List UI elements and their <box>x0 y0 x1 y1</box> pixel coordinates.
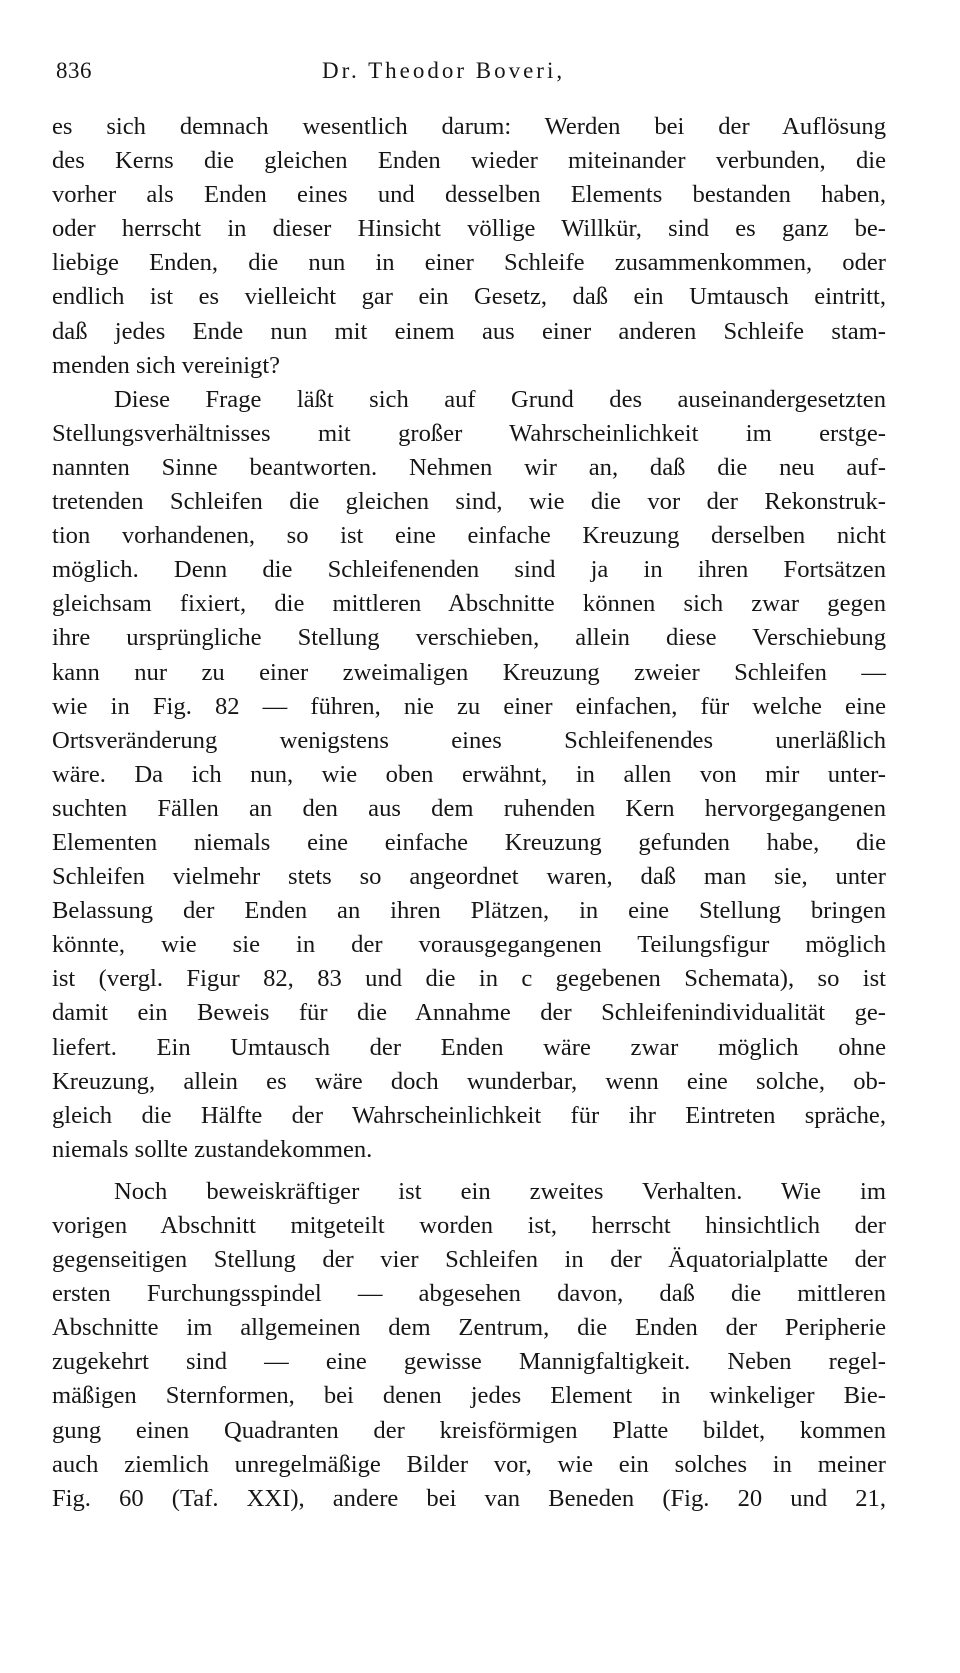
text-line: menden sich vereinigt? <box>52 351 281 379</box>
text-line: damit ein Beweis für die Annahme der Schleifenindividualität ge- <box>52 999 886 1027</box>
text-line: gung einen Quadranten der kreisförmigen Platte bildet, kommen <box>52 1416 886 1444</box>
text-line: liebige Enden, die nun in einer Schleife zusammenkommen, oder <box>52 249 886 277</box>
text-line: tion vorhandenen, so ist eine einfache Kreuzung derselben nicht <box>52 522 886 550</box>
text-line: Kreuzung, allein es wäre doch wunderbar, wenn eine solche, ob- <box>52 1067 886 1095</box>
text-line: ist (vergl. Figur 82, 83 und die in c gegebenen Schemata), so ist <box>52 965 886 993</box>
text-line: Diese Frage läßt sich auf Grund des auseinandergesetzten <box>114 385 886 413</box>
text-line: könnte, wie sie in der vorausgegangenen Teilungsfigur möglich <box>52 931 886 959</box>
text-line: Noch beweiskräftiger ist ein zweites Verhalten. Wie im <box>114 1177 886 1205</box>
text-line: Abschnitte im allgemeinen dem Zentrum, die Enden der Peripherie <box>52 1314 886 1342</box>
text-line: endlich ist es vielleicht gar ein Gesetz, daß ein Umtausch eintritt, <box>52 283 886 311</box>
text-line: liefert. Ein Umtausch der Enden wäre zwar möglich ohne <box>52 1033 886 1061</box>
text-line: Elementen niemals eine einfache Kreuzung gefunden habe, die <box>52 828 886 856</box>
paragraph-1 <box>52 110 886 383</box>
text-line: gleichsam fixiert, die mittleren Abschnitte können sich zwar gegen <box>52 590 886 618</box>
text-line: gegenseitigen Stellung der vier Schleifen in der Äquatorialplatte der <box>52 1246 886 1274</box>
text-line: ersten Furchungsspindel — abgesehen davon, daß die mittleren <box>52 1280 886 1308</box>
text-line: kann nur zu einer zweimaligen Kreuzung zweier Schleifen — <box>52 658 886 686</box>
text-line: Schleifen vielmehr stets so angeordnet waren, daß man sie, unter <box>52 863 886 891</box>
text-line: suchten Fällen an den aus dem ruhenden Kern hervorgegangenen <box>52 794 886 822</box>
text-line: niemals sollte zustandekommen. <box>52 1135 373 1163</box>
text-line: Fig. 60 (Taf. XXI), andere bei van Beneden (Fig. 20 und 21, <box>52 1484 886 1512</box>
text-line: nannten Sinne beantworten. Nehmen wir an, daß die neu auf- <box>52 453 886 481</box>
page-number: 836 <box>56 58 92 83</box>
paragraph-2 <box>52 383 886 1167</box>
text-line: wäre. Da ich nun, wie oben erwähnt, in allen von mir unter- <box>52 760 886 788</box>
text-line: vorher als Enden eines und desselben Elements bestanden haben, <box>52 181 886 209</box>
text-line: es sich demnach wesentlich darum: Werden bei der Auflösung <box>52 113 886 140</box>
text-line: Belassung der Enden an ihren Plätzen, in eine Stellung bringen <box>52 897 886 925</box>
paragraph-gap <box>52 1167 886 1175</box>
running-title: Dr. Theodor Boveri, <box>322 58 566 83</box>
text-line: mäßigen Sternformen, bei denen jedes Element in winkeliger Bie- <box>52 1382 886 1410</box>
text-line: gleich die Hälfte der Wahrscheinlichkeit für ihr Eintreten spräche, <box>52 1101 886 1129</box>
body-text <box>52 110 886 1516</box>
text-line: Stellungsverhältnisses mit großer Wahrscheinlichkeit im erstge- <box>52 419 886 447</box>
text-line: vorigen Abschnitt mitgeteilt worden ist, herrscht hinsichtlich der <box>52 1212 886 1239</box>
text-line: des Kerns die gleichen Enden wieder miteinander verbunden, die <box>52 147 886 175</box>
text-line: oder herrscht in dieser Hinsicht völlige Willkür, sind es ganz be- <box>52 215 886 243</box>
text-line: wie in Fig. 82 — führen, nie zu einer einfachen, für welche eine <box>52 692 886 720</box>
text-line: auch ziemlich unregelmäßige Bilder vor, wie ein solches in meiner <box>52 1450 886 1478</box>
text-line: tretenden Schleifen die gleichen sind, wie die vor der Rekonstruk- <box>52 488 886 516</box>
text-line: zugekehrt sind — eine gewisse Mannigfaltigkeit. Neben regel- <box>52 1348 886 1376</box>
text-line: Ortsveränderung wenigstens eines Schleifenendes unerläßlich <box>52 726 886 754</box>
page-header <box>52 58 886 98</box>
text-line: ihre ursprüngliche Stellung verschieben, allein diese Verschiebung <box>52 624 886 652</box>
text-line: möglich. Denn die Schleifenenden sind ja in ihren Fortsätzen <box>52 556 886 584</box>
paragraph-3 <box>52 1175 886 1516</box>
text-line: daß jedes Ende nun mit einem aus einer anderen Schleife stam- <box>52 317 886 345</box>
